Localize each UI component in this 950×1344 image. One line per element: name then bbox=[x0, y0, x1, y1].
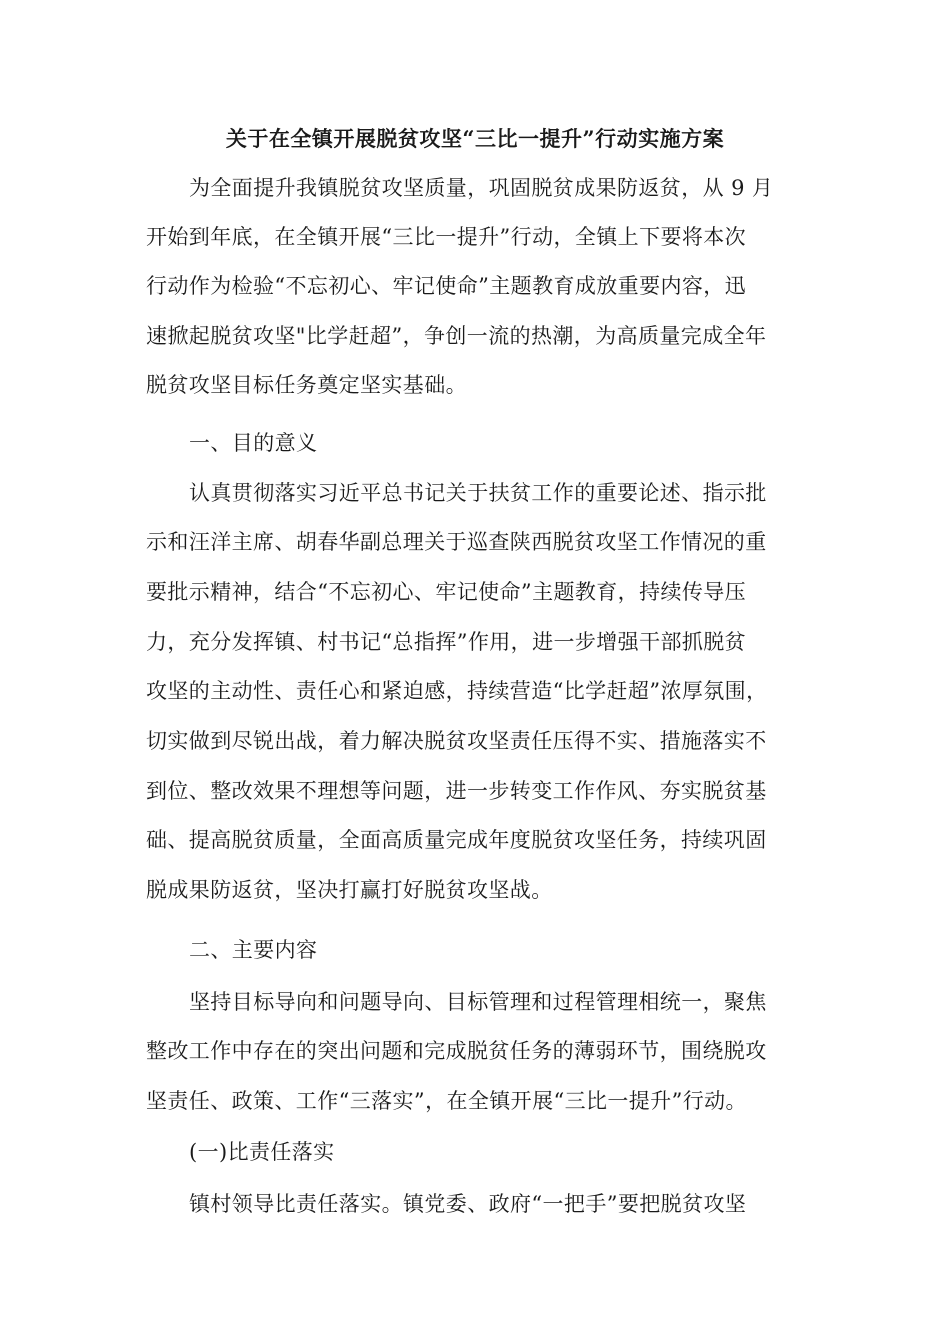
document-title: 关于在全镇开展脱贫攻坚“三比一提升”行动实施方案 bbox=[225, 126, 725, 151]
subsection-heading: (一)比责任落实 bbox=[189, 1140, 335, 1164]
body-line: 脱贫攻坚目标任务奠定坚实基础。 bbox=[146, 373, 467, 397]
body-line: 力，充分发挥镇、村书记“总指挥”作用，进一步增强干部抓脱贫 bbox=[146, 630, 747, 654]
body-line: 行动作为检验“不忘初心、牢记使命”主题教育成放重要内容，迅 bbox=[146, 274, 747, 298]
body-line: 切实做到尽锐出战，着力解决脱贫攻坚责任压得不实、措施落实不 bbox=[146, 729, 767, 753]
body-line: 示和汪洋主席、胡春华副总理关于巡查陕西脱贫攻坚工作情况的重 bbox=[146, 530, 767, 554]
body-line: 为全面提升我镇脱贫攻坚质量，巩固脱贫成果防返贫，从 9 月 bbox=[189, 176, 774, 200]
body-line: 认真贯彻落实习近平总书记关于扶贫工作的重要论述、指示批 bbox=[189, 481, 767, 505]
body-line: 坚持目标导向和问题导向、目标管理和过程管理相统一，聚焦 bbox=[189, 990, 767, 1014]
body-line: 坚责任、政策、工作“三落实”，在全镇开展“三比一提升”行动。 bbox=[146, 1089, 747, 1113]
body-line: 础、提高脱贫质量，全面高质量完成年度脱贫攻坚任务，持续巩固 bbox=[146, 828, 767, 852]
body-line: 整改工作中存在的突出问题和完成脱贫任务的薄弱环节，围绕脱攻 bbox=[146, 1039, 767, 1063]
body-line: 脱成果防返贫，坚决打赢打好脱贫攻坚战。 bbox=[146, 878, 553, 902]
body-line: 攻坚的主动性、责任心和紧迫感，持续营造“比学赶超”浓厚氛围， bbox=[146, 679, 768, 703]
body-line: 要批示精神，结合“不忘初心、牢记使命”主题教育，持续传导压 bbox=[146, 580, 747, 604]
section-heading: 二、主要内容 bbox=[189, 938, 318, 962]
body-line: 开始到年底，在全镇开展“三比一提升”行动，全镇上下要将本次 bbox=[146, 225, 747, 249]
body-line: 到位、整改效果不理想等问题，进一步转变工作作风、夯实脱贫基 bbox=[146, 779, 767, 803]
body-line: 速掀起脱贫攻坚"比学赶超”，争创一流的热潮，为高质量完成全年 bbox=[146, 324, 767, 348]
section-heading: 一、目的意义 bbox=[189, 431, 318, 455]
body-line: 镇村领导比责任落实。镇党委、政府“一把手”要把脱贫攻坚 bbox=[189, 1192, 747, 1216]
